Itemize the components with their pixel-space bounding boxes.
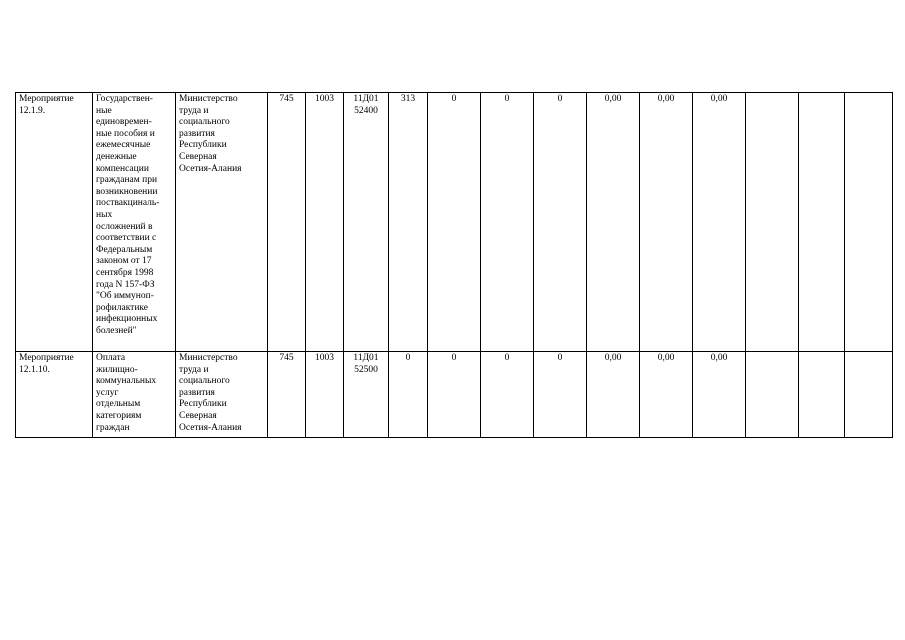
grbs-code-cell: 745 xyxy=(268,352,306,438)
table-row xyxy=(16,93,893,352)
activity-description-cell: Оплата жилищно- коммунальных услуг отдельным категориям граждан xyxy=(93,352,176,438)
executor-cell: Министерство труда и социального развития Республики Северная Осетия-Алания xyxy=(176,93,268,352)
value-cell: 0,00 xyxy=(640,352,693,438)
value-cell xyxy=(746,352,799,438)
value-cell xyxy=(845,352,893,438)
grbs-code-cell: 745 xyxy=(268,93,306,352)
value-cell: 0,00 xyxy=(587,93,640,352)
vr-code-cell: 313 xyxy=(389,93,428,352)
value-cell xyxy=(799,352,845,438)
value-cell: 0,00 xyxy=(587,352,640,438)
value-cell xyxy=(746,93,799,352)
activity-name-cell: Мероприятие 12.1.10. xyxy=(16,352,93,438)
value-cell: 0 xyxy=(428,93,481,352)
vr-code-cell: 0 xyxy=(389,352,428,438)
value-cell: 0 xyxy=(481,93,534,352)
rzpr-code-cell: 1003 xyxy=(306,352,344,438)
value-cell: 0,00 xyxy=(693,93,746,352)
value-cell: 0 xyxy=(428,352,481,438)
activity-description-cell: Государствен- ные единовремен- ные пособия и ежемесячные денежные компенсации гражданам при возникновении поствакциналь- ных осложнений в соответствии с Федеральным законом от 17 сентября 1998 года N 157-ФЗ "Об иммуноп- рофилактике инфекционных болезней" xyxy=(93,93,176,352)
value-cell xyxy=(845,93,893,352)
value-cell: 0,00 xyxy=(640,93,693,352)
value-cell: 0 xyxy=(534,352,587,438)
program-activities-table xyxy=(15,92,893,438)
value-cell: 0 xyxy=(481,352,534,438)
executor-cell: Министерство труда и социального развития Республики Северная Осетия-Алания xyxy=(176,352,268,438)
value-cell xyxy=(799,93,845,352)
activity-name-cell: Мероприятие 12.1.9. xyxy=(16,93,93,352)
value-cell: 0 xyxy=(534,93,587,352)
value-cell: 0,00 xyxy=(693,352,746,438)
csr-code-cell: 11Д01 52400 xyxy=(344,93,389,352)
rzpr-code-cell: 1003 xyxy=(306,93,344,352)
csr-code-cell: 11Д01 52500 xyxy=(344,352,389,438)
table-row xyxy=(16,352,893,438)
